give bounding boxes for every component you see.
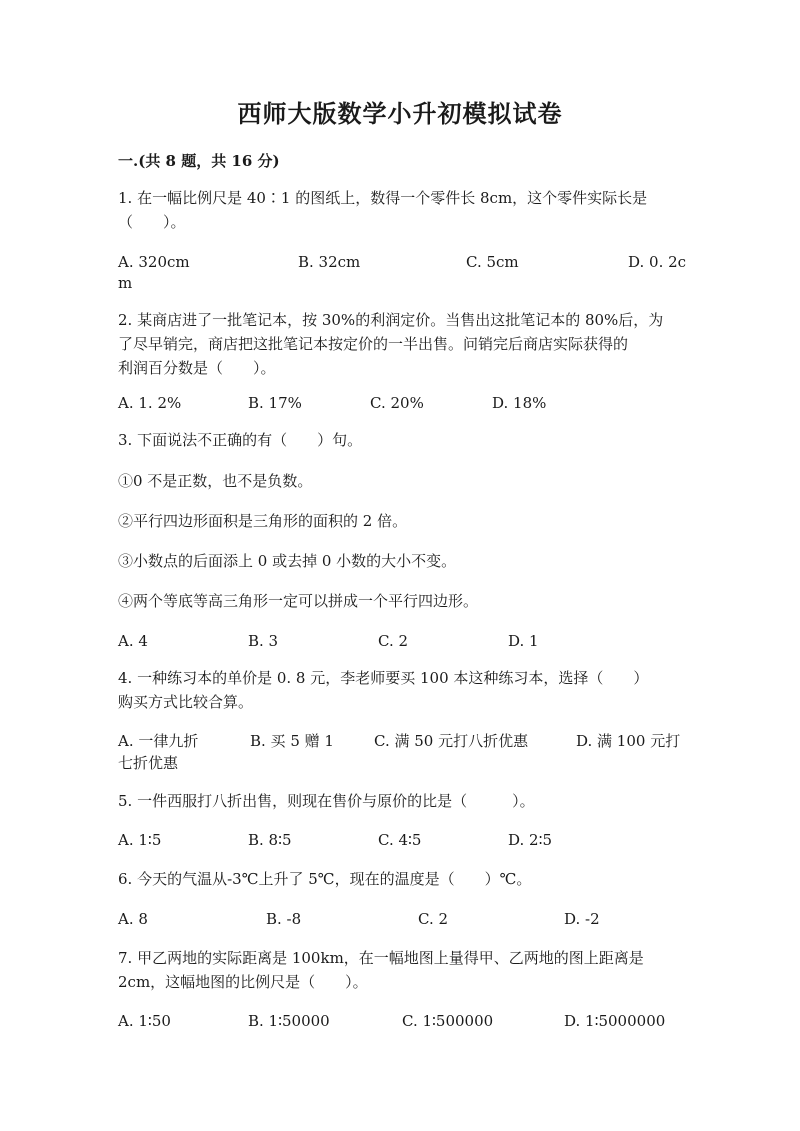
question-7-text-cont: 2cm，这幅地图的比例尺是（ ）。 [118,973,368,991]
q1-option-d-wrap: m [118,274,133,292]
q4-option-b: B. 买 5 赠 1 [250,732,334,750]
q6-option-c: C. 2 [418,910,449,928]
q5-option-c: C. 4∶5 [378,831,422,849]
q5-option-d: D. 2∶5 [508,831,553,849]
q3-statement-4: ④两个等底等高三角形一定可以拼成一个平行四边形。 [118,592,479,610]
question-7-text: 7. 甲乙两地的实际距离是 100km，在一幅地图上量得甲、乙两地的图上距离是 [118,949,644,967]
q2-option-d: D. 18% [492,394,547,412]
q5-option-a: A. 1∶5 [118,831,162,849]
question-1-text-cont: （ ）。 [118,213,186,231]
question-4-text: 4. 一种练习本的单价是 0. 8 元，李老师要买 100 本这种练习本，选择（ ） [118,669,649,687]
q6-option-d: D. -2 [564,910,600,928]
question-2-text-cont2: 利润百分数是（ ）。 [118,359,276,377]
q5-option-b: B. 8∶5 [248,831,292,849]
q6-option-b: B. -8 [266,910,302,928]
q3-statement-1: ①0 不是正数，也不是负数。 [118,472,313,490]
q7-option-b: B. 1∶50000 [248,1012,330,1030]
q4-option-a: A. 一律九折 [118,732,199,750]
q4-option-d-wrap: 七折优惠 [118,754,179,772]
q3-option-d: D. 1 [508,632,539,650]
section-header: 一.(共 8 题，共 16 分) [118,152,280,170]
q7-option-c: C. 1∶500000 [402,1012,494,1030]
q4-option-d: D. 满 100 元打 [576,732,681,750]
q1-option-d: D. 0. 2c [628,253,687,271]
question-4-text-cont: 购买方式比较合算。 [118,693,254,711]
q7-option-a: A. 1∶50 [118,1012,171,1030]
q4-option-c: C. 满 50 元打八折优惠 [374,732,529,750]
q3-option-b: B. 3 [248,632,279,650]
question-2-text: 2. 某商店进了一批笔记本，按 30%的利润定价。当售出这批笔记本的 80%后，为 [118,311,664,329]
question-6-text: 6. 今天的气温从-3℃上升了 5℃，现在的温度是（ ）℃。 [118,870,532,888]
question-5-text: 5. 一件西服打八折出售，则现在售价与原价的比是（ ）。 [118,792,535,810]
q7-option-d: D. 1∶5000000 [564,1012,666,1030]
q3-statement-2: ②平行四边形面积是三角形的面积的 2 倍。 [118,512,408,530]
q2-option-c: C. 20% [370,394,424,412]
q1-option-a: A. 320cm [118,253,190,271]
q1-option-c: C. 5cm [466,253,519,271]
page-title: 西师大版数学小升初模拟试卷 [237,99,563,128]
question-2-text-cont: 了尽早销完，商店把这批笔记本按定价的一半出售。问销完后商店实际获得的 [118,335,629,353]
q3-option-a: A. 4 [118,632,148,650]
question-3-text: 3. 下面说法不正确的有（ ）句。 [118,431,363,449]
q6-option-a: A. 8 [118,910,148,928]
q2-option-b: B. 17% [248,394,302,412]
q3-option-c: C. 2 [378,632,409,650]
question-1-text: 1. 在一幅比例尺是 40∶1 的图纸上，数得一个零件长 8cm，这个零件实际长是 [118,189,648,207]
q2-option-a: A. 1. 2% [118,394,182,412]
q1-option-b: B. 32cm [298,253,361,271]
q3-statement-3: ③小数点的后面添上 0 或去掉 0 小数的大小不变。 [118,552,457,570]
